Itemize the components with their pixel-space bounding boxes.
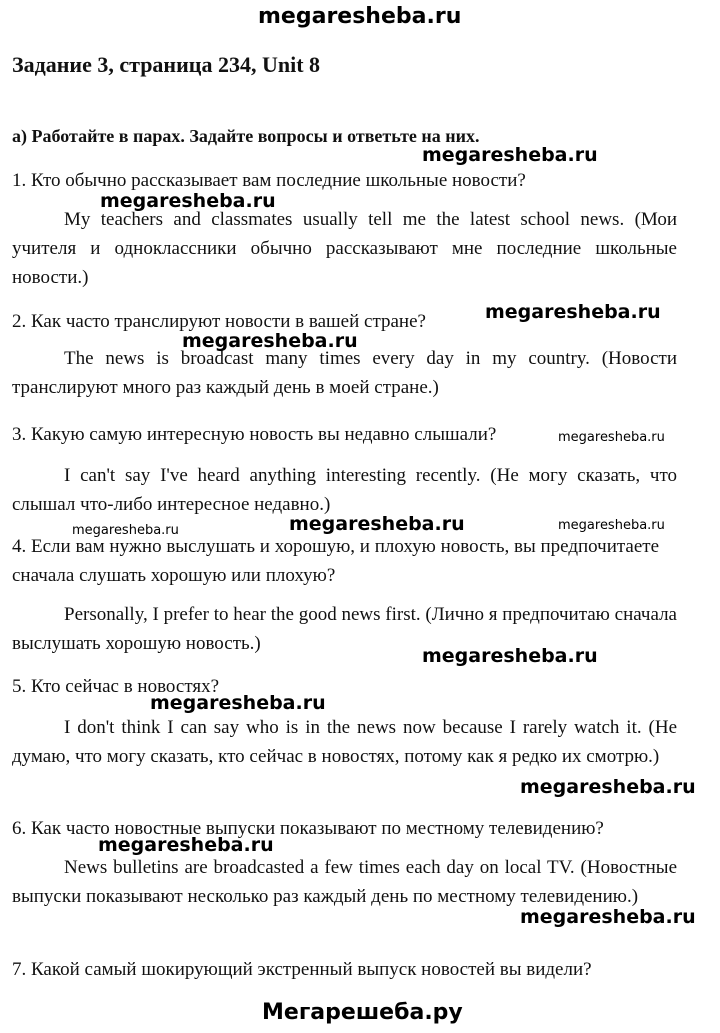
watermark: megaresheba.ru <box>422 645 598 667</box>
page-title: Задание 3, страница 234, Unit 8 <box>12 52 321 77</box>
watermark: megaresheba.ru <box>72 523 179 538</box>
watermark: megaresheba.ru <box>520 906 696 928</box>
watermark: megaresheba.ru <box>98 834 274 856</box>
answer-5: I don't think I can say who is in the news now because I rarely watch it. (Не думаю, что могу сказать, кто сейчас в новостях, потому как я редко их смотрю.) <box>12 717 677 767</box>
site-watermark-bottom: Мегарешеба.ру <box>262 1000 463 1025</box>
task-instruction: а) Работайте в парах. Задайте вопросы и ответьте на них. <box>12 126 480 146</box>
question-1: 1. Кто обычно рассказывает вам последние школьные новости? <box>12 170 526 191</box>
answer-6: News bulletins are broadcasted a few times each day on local TV. (Новостные выпуски показывают несколько раз каждый день по местному телевидению.) <box>12 857 677 907</box>
answer-1: My teachers and classmates usually tell me the latest school news. (Мои учителя и одноклассники обычно рассказывают мне последние школьные новости.) <box>12 209 677 288</box>
question-7: 7. Какой самый шокирующий экстренный выпуск новостей вы видели? <box>12 959 592 980</box>
watermark: megaresheba.ru <box>182 330 358 352</box>
answer-2: The news is broadcast many times every day in my country. (Новости транслируют много раз каждый день в моей стране.) <box>12 348 677 398</box>
question-4: 4. Если вам нужно выслушать и хорошую, и плохую новость, вы предпочитаете сначала слушать хорошую или плохую? <box>12 536 660 586</box>
watermark: megaresheba.ru <box>485 301 661 323</box>
question-6: 6. Как часто новостные выпуски показывают по местному телевидению? <box>12 818 604 839</box>
answer-4: Personally, I prefer to hear the good news first. (Лично я предпочитаю сначала выслушать хорошую новость.) <box>12 604 677 654</box>
watermark: megaresheba.ru <box>558 430 665 445</box>
answer-3: I can't say I've heard anything interesting recently. (Не могу сказать, что слышал что-либо интересное недавно.) <box>12 465 677 515</box>
watermark: megaresheba.ru <box>558 518 665 533</box>
watermark: megaresheba.ru <box>422 144 598 166</box>
watermark: megaresheba.ru <box>150 692 326 714</box>
question-2: 2. Как часто транслируют новости в вашей стране? <box>12 311 426 332</box>
site-watermark-top: megaresheba.ru <box>258 4 462 29</box>
question-3: 3. Какую самую интересную новость вы недавно слышали? <box>12 424 497 445</box>
watermark: megaresheba.ru <box>100 190 276 212</box>
watermark: megaresheba.ru <box>520 776 696 798</box>
question-5: 5. Кто сейчас в новостях? <box>12 676 220 697</box>
watermark: megaresheba.ru <box>289 513 465 535</box>
